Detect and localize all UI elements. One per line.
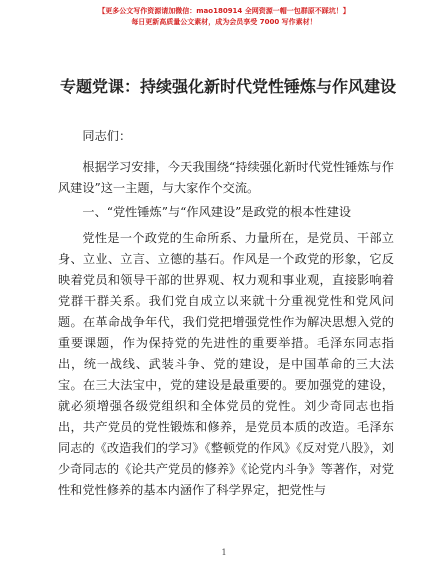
salutation: 同志们： (82, 129, 132, 143)
promo-banner (0, 6, 448, 28)
promo-banner-line-2: 每日更新高质量公文素材，成为会员享受 7000 写作素材！ (131, 18, 317, 26)
page-number: 1 (221, 548, 227, 557)
body-paragraph: 党性是一个政党的生命所系、力量所在，是党员、干部立身、立业、立言、立德的基石。作风是一个政党的形象，它反映着党员和领导干部的世界观、权力观和事业观，直接影响着党群干群关系。我们党自成立以来就十分重视党性和党风问题。在革命战争年代，我们党把增强党性作为解决思想入党的重要课题，作为保持党的先进性的重要举措。毛泽东同志指出，统一战线、武装斗争、党的建设，是中国革命的三大法宝。在三大法宝中，党的建设是最重要的。要加强党的建设，就必须增强各级党组织和全体党员的党性。刘少奇同志也指出，共产党员的党性锻炼和修养，是党员本质的改造。毛泽东同志的《改造我们的学习》《整顿党的作风》《反对党八股》，刘少奇同志的《论共产党员的修养》《论党内斗争》等著作，对党性和党性修养的基本内涵作了科学界定，把党性与 (58, 231, 394, 497)
section-heading: 一、“党性锤炼”与“作风建设”是政党的根本性建设 (82, 205, 352, 219)
promo-banner-line-1: 【更多公文写作资源请加微信：mao180914 全网资源一帽一包群原不踩坑！】 (98, 7, 350, 15)
document-title: 专题党课：持续强化新时代党性锤炼与作风建设 (59, 77, 396, 96)
intro-paragraph: 根据学习安排，今天我围绕“持续强化新时代党性锤炼与作风建设”这一主题，与大家作个交流。 (58, 160, 394, 195)
document-body (58, 126, 394, 501)
